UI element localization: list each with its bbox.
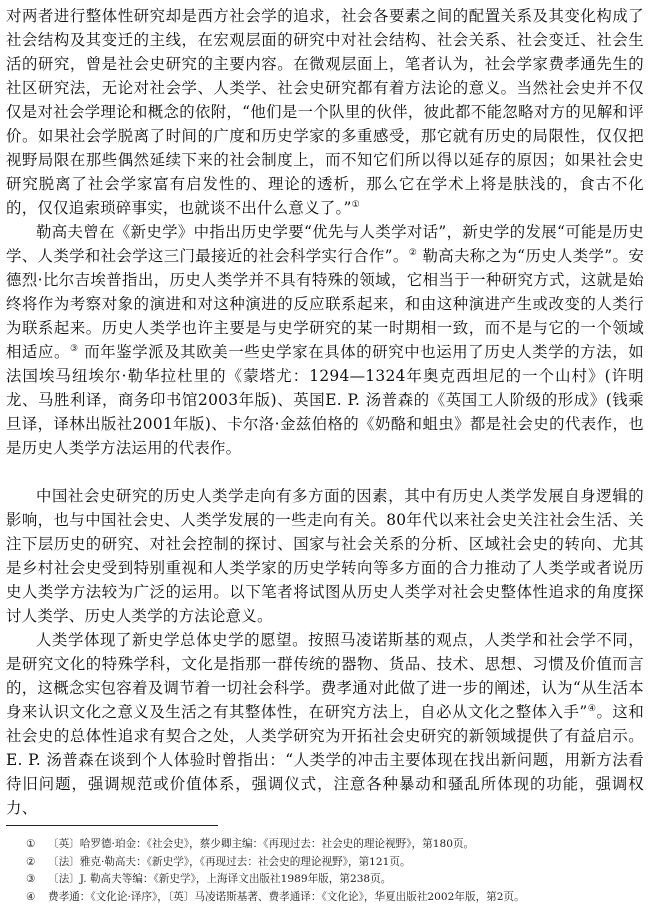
footnote-2	[26, 854, 636, 872]
footnotes	[26, 836, 636, 906]
paragraph-2-text-c: 而年鉴学派及其欧美一些史学家在具体的研究中也运用了历史人类学的方法，如法国埃马纽埃尔·勒华拉杜里的《蒙塔尤：1294—1324年奥克西坦尼的一个山村》(许明龙、马胜利译，商务印书馆2003年版)、英国E. P. 汤普森的《英国工人阶级的形成》(钱乘旦译，译林出版社2001年版)、卡尔洛·金兹伯格的《奶酪和蛆虫》都是社会史的代表作，也是历史人类学方法运用的代表作。	[6, 343, 645, 457]
footnote-ref-2[interactable]: ②	[408, 248, 418, 258]
footnote-ref-3[interactable]: ③	[70, 344, 79, 354]
paragraph-4-text-a: 人类学体现了新史学总体史学的愿望。按照马凌诺斯基的观点，人类学和社会学不同，是研究文化的特殊学科，文化是指那一群传统的器物、货品、技术、思想、习惯及价值而言的，这概念实包容着及调节着一切社会科学。费孝通对此做了进一步的阐述，认为“从生活本身来认识文化之意义及生活之有其整体性，在研究方法上，自必从文化之整体入手”	[6, 631, 644, 721]
footnote-ref-1[interactable]: ①	[351, 200, 361, 210]
footnote-2-text: 〔法〕雅克·勒高夫：《新史学》，《再现过去：社会史的理论视野》，第121页。	[48, 855, 411, 868]
footnote-divider	[6, 825, 218, 826]
footnote-4-number: ④	[26, 890, 36, 903]
footnote-4	[26, 889, 636, 907]
paragraph-1	[6, 4, 644, 220]
footnote-2-number: ②	[26, 855, 36, 868]
paragraph-2-text-a: 勒高夫曾在《新史学》中指出历史学要“优先与人类学对话”，新史学的发展“可能是历史学、人类学和社会学这三门最接近的社会科学实行合作”。	[6, 223, 644, 265]
footnote-3-number: ③	[26, 873, 36, 885]
paragraph-4-text-b: 。这和社会史的总体性追求有契合之处，人类学研究为开拓社会史研究的新领域提供了有益启示。E. P. 汤普森在谈到个人体验时曾指出：“人类学的冲击主要体现在找出新问题，用新方法看待旧问题，强调规范或价值体系，强调仪式，注意各种暴动和骚乱所体现的功能，强调权力、	[6, 703, 645, 817]
footnote-3-text: 〔法〕J. 勒高夫等编：《新史学》，上海译文出版社1989年版，第238页。	[48, 873, 392, 885]
paragraph-4	[6, 628, 645, 817]
footnote-1	[26, 836, 636, 854]
paragraph-3-text: 中国社会史研究的历史人类学走向有多方面的因素，其中有历史人类学发展自身逻辑的影响，也与中国社会史、人类学发展的一些走向有关。80年代以来社会史关注社会生活、关注下层历史的研究、对社会控制的探讨、国家与社会关系的分析、区域社会史的转向、尤其是乡村社会史受到特别重视和人类学家的历史学转向等多方面的合力推动了人类学或者说历史人类学方法较为广泛的运用。以下笔者将试图从历史人类学对社会史整体性追求的角度探讨人类学、历史人类学的方法论意义。	[6, 487, 644, 625]
paragraph-1-text: 对两者进行整体性研究却是西方社会学的追求，社会各要素之间的配置关系及其变化构成了社会结构及其变迁的主线，在宏观层面的研究中对社会结构、社会关系、社会变迁、社会生活的研究，曾是社会史研究的主要内容。在微观层面上，笔者认为，社会学家费孝通先生的社区研究法，无论对社会学、人类学、社会史研究都有着方法论的意义。当然社会史并不仅仅是对社会学理论和概念的依附，“他们是一个队里的伙伴，彼此都不能忽略对方的见解和评价。如果社会学脱离了时间的广度和历史学家的多重感受，那它就有历史的局限性，仅仅把视野局限在那些偶然延续下来的社会制度上，而不知它们所以得以延存的原因；如果社会史研究脱离了社会学家富有启发性的、理论的透析，那么它在学术上将是肤浅的，食古不化的，仅仅追索琐碎事实，也就谈不出什么意义了。”	[6, 7, 644, 217]
paragraph-2-text-b: 勒高夫称之为“历史人类学”。安德烈·比尔吉埃普指出，历史人类学并不具有特殊的领域，它相当于一种研究方式，这就是始终将作为考察对象的演进和对这种演进的反应联系起来，和由这种演进产生或改变的人类行为联系起来。历史人类学也许主要是与史学研究的某一时期相一致，而不是与它的一个领域相适应。	[6, 247, 645, 361]
paragraph-3	[6, 484, 644, 628]
footnote-1-text: 〔英〕哈罗德·珀金：《社会史》，蔡少卿主编：《再现过去：社会史的理论视野》，第180页。	[48, 838, 475, 850]
footnote-ref-4[interactable]: ④	[587, 704, 597, 714]
paragraph-2	[6, 220, 644, 484]
footnote-4-text: 费孝通：《文化论·译序》，〔英〕马凌诺斯基著、费孝通译：《文化论》，华夏出版社2002年版，第2页。	[48, 890, 525, 903]
document-body	[6, 4, 645, 817]
footnote-1-number: ①	[26, 838, 36, 850]
footnote-3	[26, 871, 636, 889]
